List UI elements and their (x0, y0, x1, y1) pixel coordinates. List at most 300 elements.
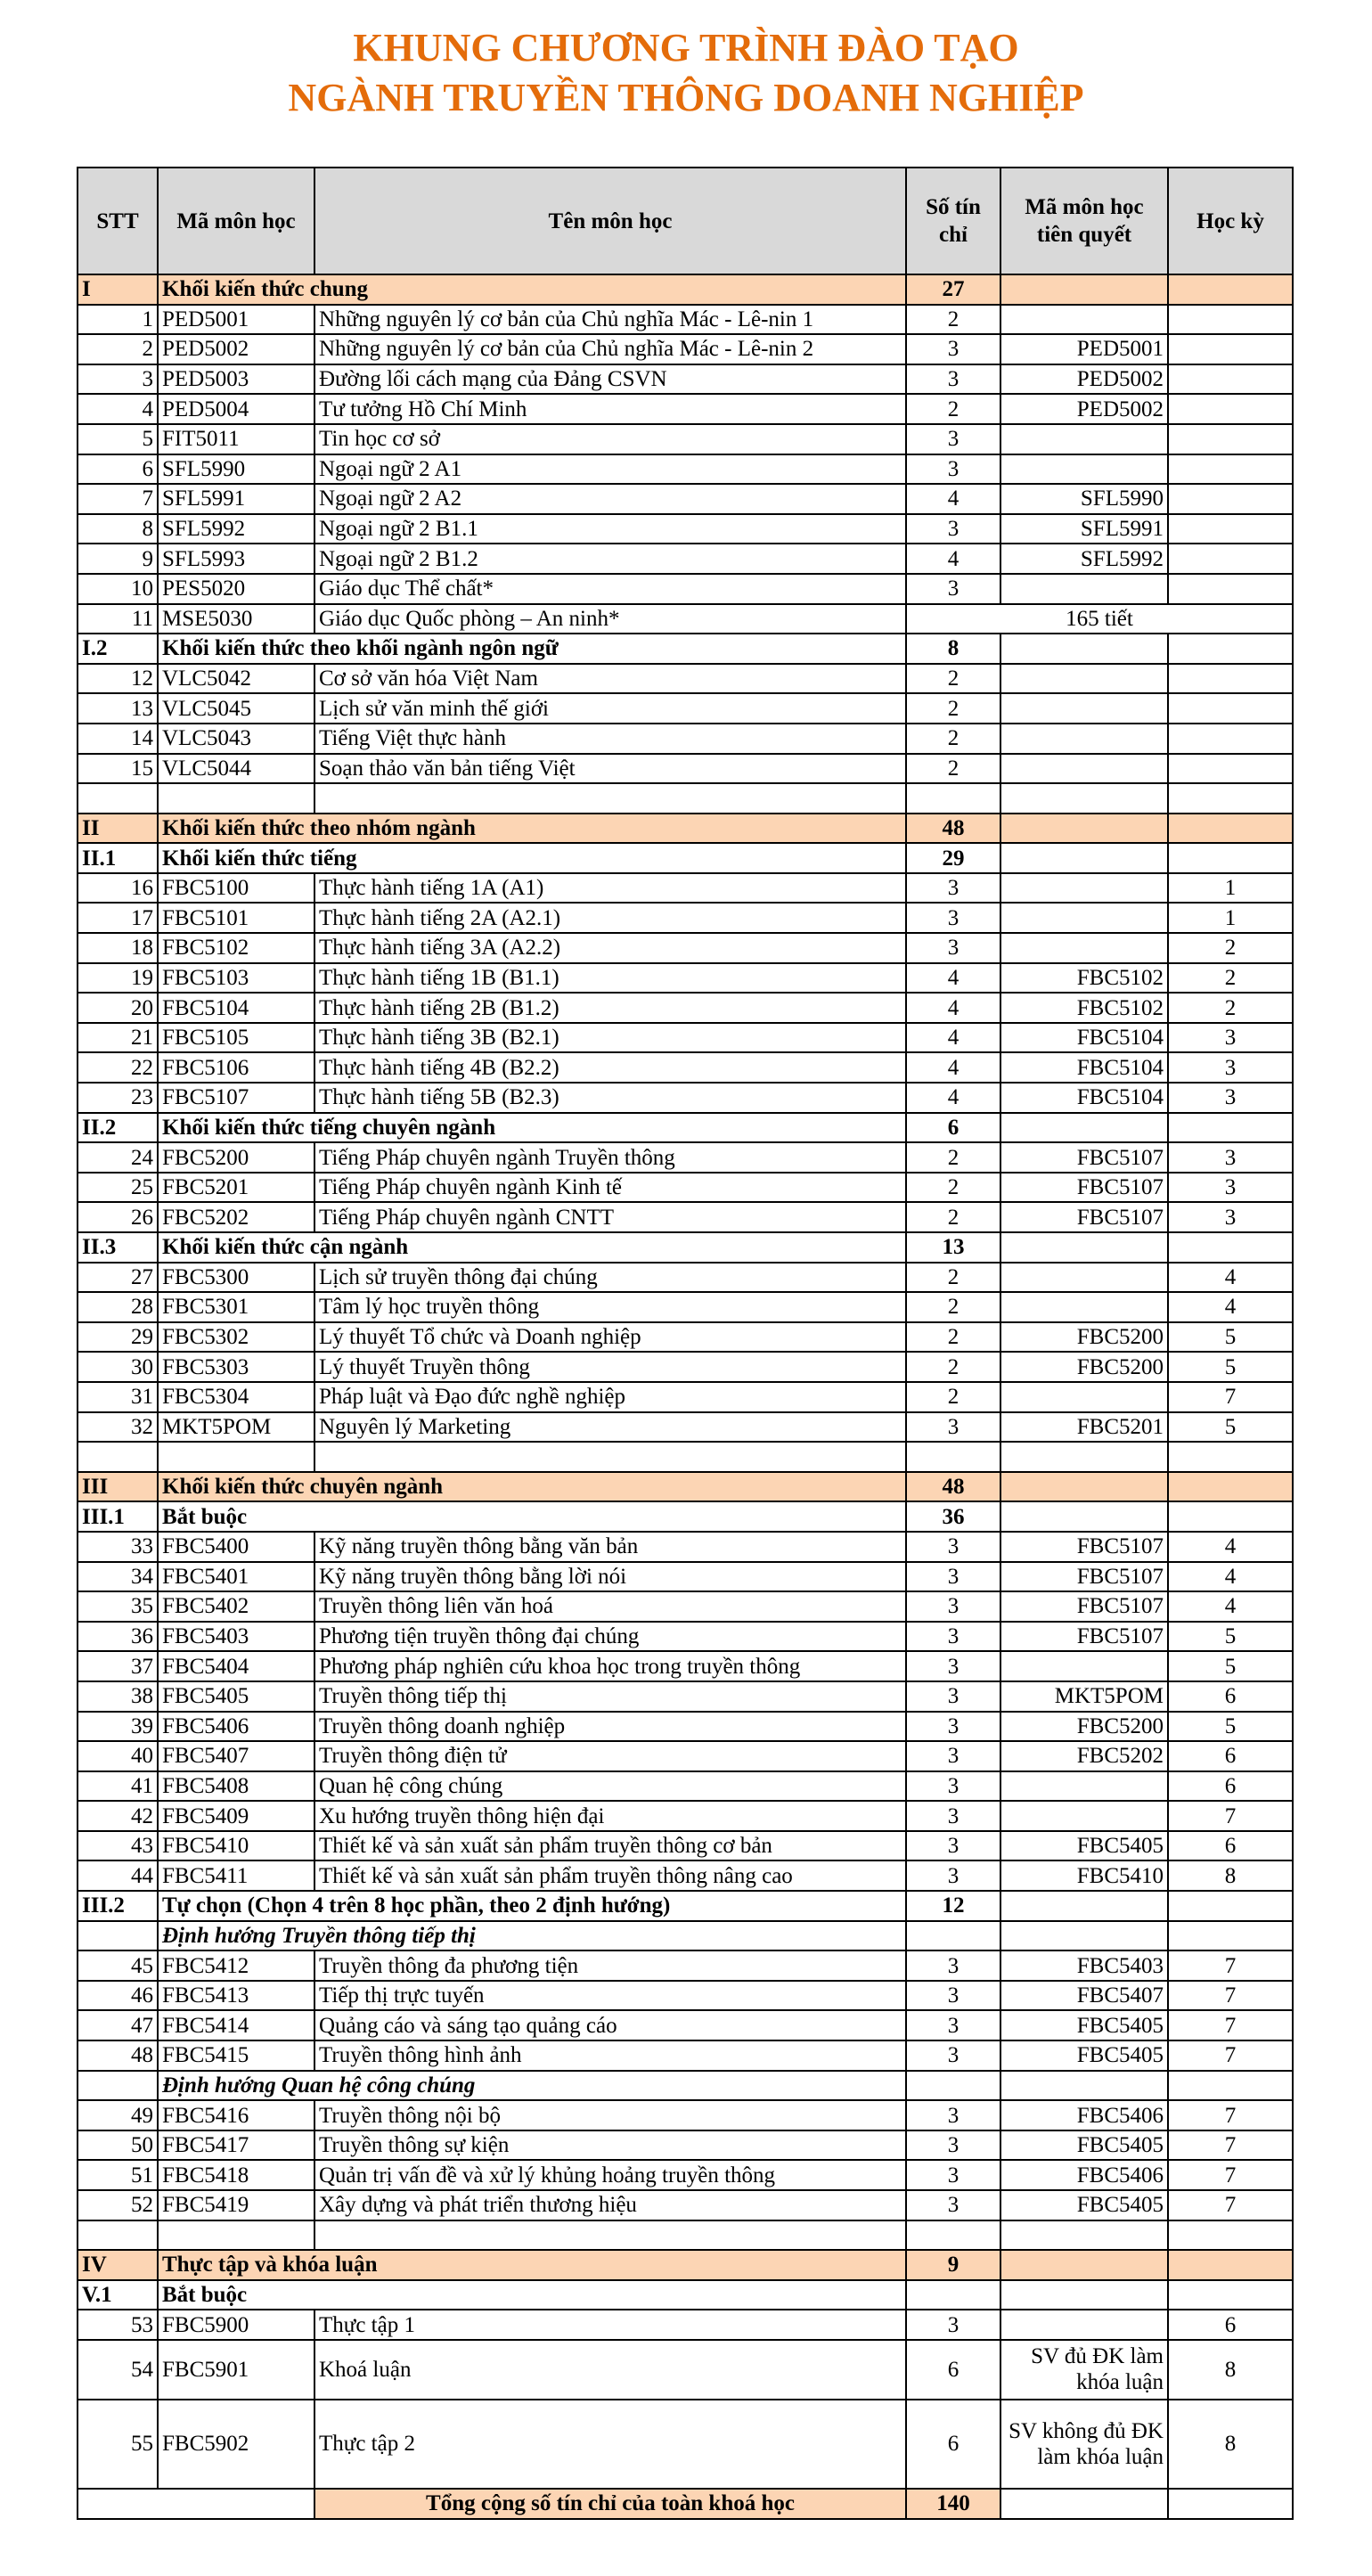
row-course-code: FBC5303 (158, 1352, 314, 1382)
row-stt: 8 (78, 514, 158, 544)
row-stt: 47 (78, 2010, 158, 2040)
row-credits: 2 (906, 1382, 1000, 1412)
table-row (78, 1322, 1293, 1353)
row-semester: 3 (1168, 1173, 1293, 1203)
row-course-name: Truyền thông liên văn hoá (314, 1591, 906, 1622)
row-course-code: MKT5POM (158, 1412, 314, 1443)
table-row (78, 2160, 1293, 2190)
row-credits: 3 (906, 1532, 1000, 1562)
row-semester: 8 (1168, 2340, 1293, 2400)
row-course-name: Quảng cáo và sáng tạo quảng cáo (314, 2010, 906, 2040)
section-credits: 9 (906, 2250, 1000, 2280)
section-title: Thực tập và khóa luận (158, 2250, 906, 2280)
section-semester-empty (1168, 634, 1293, 664)
row-course-code: FBC5902 (158, 2400, 314, 2489)
row-course-code: SFL5992 (158, 514, 314, 544)
row-course-name: Ngoại ngữ 2 A2 (314, 484, 906, 514)
row-credits: 4 (906, 1052, 1000, 1083)
row-course-code: FBC5416 (158, 2100, 314, 2130)
row-prerequisite: FBC5405 (1000, 2010, 1168, 2040)
row-credits: 2 (906, 724, 1000, 754)
table-row (78, 754, 1293, 784)
row-credits: 3 (906, 334, 1000, 364)
blank-cell (1168, 1442, 1293, 1472)
row-course-code: FBC5901 (158, 2340, 314, 2400)
row-credits: 3 (906, 424, 1000, 454)
row-course-code: FBC5412 (158, 1950, 314, 1981)
curriculum-table (77, 167, 1294, 2520)
subsection-credits-empty (906, 2071, 1000, 2101)
row-stt: 5 (78, 424, 158, 454)
row-semester (1168, 334, 1293, 364)
row-course-name: Cơ sở văn hóa Việt Nam (314, 664, 906, 694)
section-prereq-empty (1000, 1501, 1168, 1532)
row-semester: 6 (1168, 1681, 1293, 1712)
row-course-name: Lý thuyết Tổ chức và Doanh nghiệp (314, 1322, 906, 1353)
row-stt: 6 (78, 454, 158, 485)
row-prerequisite: FBC5405 (1000, 2190, 1168, 2220)
row-credits: 2 (906, 1352, 1000, 1382)
row-course-name: Quan hệ công chúng (314, 1771, 906, 1802)
row-stt: 2 (78, 334, 158, 364)
row-credits: 2 (906, 1292, 1000, 1322)
row-credits: 3 (906, 2310, 1000, 2340)
table-row (78, 1831, 1293, 1861)
blank-cell (78, 2220, 158, 2251)
row-credits: 3 (906, 1860, 1000, 1891)
row-course-name: Thực hành tiếng 3A (A2.2) (314, 933, 906, 963)
table-row (78, 1173, 1293, 1203)
row-course-name: Tư tưởng Hồ Chí Minh (314, 394, 906, 424)
row-credits: 2 (906, 693, 1000, 724)
row-stt: 28 (78, 1292, 158, 1322)
row-prerequisite: FBC5102 (1000, 993, 1168, 1023)
blank-cell (314, 1442, 906, 1472)
section-semester-empty (1168, 1113, 1293, 1143)
row-semester: 7 (1168, 2010, 1293, 2040)
row-prerequisite (1000, 1801, 1168, 1831)
row-credits: 3 (906, 2160, 1000, 2190)
section-title: Bắt buộc (158, 1501, 906, 1532)
row-credits: 4 (906, 1023, 1000, 1053)
row-stt: 50 (78, 2130, 158, 2161)
row-course-code: FBC5406 (158, 1712, 314, 1742)
row-stt: 26 (78, 1202, 158, 1232)
row-semester: 6 (1168, 1831, 1293, 1861)
section-title: Khối kiến thức tiếng (158, 843, 906, 873)
row-semester: 5 (1168, 1322, 1293, 1353)
table-row (78, 484, 1293, 514)
row-stt: 41 (78, 1771, 158, 1802)
table-row (78, 1681, 1293, 1712)
section-number: II.3 (78, 1232, 158, 1263)
row-stt: 24 (78, 1142, 158, 1173)
row-semester: 7 (1168, 1382, 1293, 1412)
row-semester: 5 (1168, 1651, 1293, 1681)
blank-cell (1000, 783, 1168, 814)
total-empty-3 (1168, 2489, 1293, 2519)
section-title: Khối kiến thức theo khối ngành ngôn ngữ (158, 634, 906, 664)
row-stt: 4 (78, 394, 158, 424)
section-credits: 12 (906, 1891, 1000, 1921)
row-prerequisite (1000, 1771, 1168, 1802)
table-row (78, 2190, 1293, 2220)
blank-cell (1000, 1442, 1168, 1472)
section-row (78, 2250, 1293, 2280)
row-course-code: FBC5414 (158, 2010, 314, 2040)
section-number: V.1 (78, 2280, 158, 2310)
row-course-code: FBC5107 (158, 1083, 314, 1113)
header-course-code: Mã môn học (158, 168, 314, 274)
row-prerequisite (1000, 574, 1168, 604)
row-credits: 3 (906, 1681, 1000, 1712)
row-credits: 3 (906, 364, 1000, 395)
section-prereq-empty (1000, 1113, 1168, 1143)
row-stt: 3 (78, 364, 158, 395)
row-credits: 3 (906, 1771, 1000, 1802)
section-title: Bắt buộc (158, 2280, 906, 2310)
row-stt: 30 (78, 1352, 158, 1382)
section-prereq-empty (1000, 1472, 1168, 1502)
total-credits: 140 (906, 2489, 1000, 2519)
table-row (78, 2130, 1293, 2161)
header-credits: Số tín chỉ (906, 168, 1000, 274)
table-row (78, 364, 1293, 395)
section-semester-empty (1168, 1472, 1293, 1502)
row-course-name: Những nguyên lý cơ bản của Chủ nghĩa Mác - Lê-nin 1 (314, 305, 906, 335)
row-credits: 4 (906, 484, 1000, 514)
table-row (78, 2010, 1293, 2040)
row-course-name: Truyền thông đa phương tiện (314, 1950, 906, 1981)
row-prerequisite: PED5002 (1000, 364, 1168, 395)
row-stt: 21 (78, 1023, 158, 1053)
row-credits: 2 (906, 305, 1000, 335)
row-semester (1168, 664, 1293, 694)
row-credits: 4 (906, 544, 1000, 574)
section-title: Khối kiến thức chuyên ngành (158, 1472, 906, 1502)
row-stt: 31 (78, 1382, 158, 1412)
row-course-name: Ngoại ngữ 2 A1 (314, 454, 906, 485)
row-course-name: Phương tiện truyền thông đại chúng (314, 1622, 906, 1652)
section-row (78, 1113, 1293, 1143)
row-prerequisite: FBC5107 (1000, 1562, 1168, 1592)
table-header-row (78, 168, 1293, 274)
row-credits: 6 (906, 2400, 1000, 2489)
row-stt: 18 (78, 933, 158, 963)
section-credits: 48 (906, 1472, 1000, 1502)
row-course-name: Thực hành tiếng 4B (B2.2) (314, 1052, 906, 1083)
table-row (78, 664, 1293, 694)
blank-row (78, 1442, 1293, 1472)
section-row (78, 634, 1293, 664)
row-course-code: SFL5990 (158, 454, 314, 485)
row-course-name: Đường lối cách mạng của Đảng CSVN (314, 364, 906, 395)
row-semester: 4 (1168, 1292, 1293, 1322)
section-semester-empty (1168, 1232, 1293, 1263)
table-row (78, 963, 1293, 994)
row-stt: 40 (78, 1741, 158, 1771)
title-line-1: KHUNG CHƯƠNG TRÌNH ĐÀO TẠO (353, 26, 1019, 70)
row-course-code: PED5002 (158, 334, 314, 364)
row-course-code: FBC5418 (158, 2160, 314, 2190)
row-semester: 3 (1168, 1023, 1293, 1053)
row-semester: 7 (1168, 2160, 1293, 2190)
row-semester (1168, 305, 1293, 335)
row-course-name: Tiếp thị trực tuyến (314, 1981, 906, 2011)
row-credits: 2 (906, 664, 1000, 694)
row-course-code: FBC5404 (158, 1651, 314, 1681)
blank-cell (314, 2220, 906, 2251)
section-semester-empty (1168, 274, 1293, 305)
row-credits: 3 (906, 1622, 1000, 1652)
row-course-code: FBC5100 (158, 873, 314, 904)
row-prerequisite (1000, 2310, 1168, 2340)
row-note: 165 tiết (906, 604, 1293, 634)
row-course-name: Ngoại ngữ 2 B1.1 (314, 514, 906, 544)
row-semester (1168, 544, 1293, 574)
row-semester: 2 (1168, 993, 1293, 1023)
row-course-name: Những nguyên lý cơ bản của Chủ nghĩa Mác - Lê-nin 2 (314, 334, 906, 364)
row-credits: 3 (906, 1950, 1000, 1981)
blank-cell (158, 2220, 314, 2251)
blank-cell (314, 783, 906, 814)
blank-cell (906, 783, 1000, 814)
row-credits: 2 (906, 1173, 1000, 1203)
row-course-code: FBC5409 (158, 1801, 314, 1831)
row-prerequisite: FBC5405 (1000, 1831, 1168, 1861)
row-credits: 3 (906, 2190, 1000, 2220)
table-row (78, 1292, 1293, 1322)
row-course-name: Lịch sử truyền thông đại chúng (314, 1263, 906, 1293)
row-course-code: FBC5302 (158, 1322, 314, 1353)
section-row (78, 1501, 1293, 1532)
row-stt: 44 (78, 1860, 158, 1891)
table-row (78, 544, 1293, 574)
row-course-name: Thiết kế và sản xuất sản phẩm truyền thông cơ bản (314, 1831, 906, 1861)
row-prerequisite: SFL5992 (1000, 544, 1168, 574)
row-stt: 1 (78, 305, 158, 335)
row-prerequisite: FBC5200 (1000, 1352, 1168, 1382)
table-row (78, 933, 1293, 963)
row-course-code: FBC5104 (158, 993, 314, 1023)
section-number: I.2 (78, 634, 158, 664)
row-semester (1168, 754, 1293, 784)
row-prerequisite: FBC5107 (1000, 1532, 1168, 1562)
row-prerequisite: FBC5406 (1000, 2100, 1168, 2130)
row-course-code: FBC5415 (158, 2040, 314, 2071)
section-row (78, 1891, 1293, 1921)
row-stt: 17 (78, 903, 158, 933)
table-row (78, 1023, 1293, 1053)
row-prerequisite (1000, 1292, 1168, 1322)
subsection-semester-empty (1168, 1921, 1293, 1951)
table-row (78, 993, 1293, 1023)
row-prerequisite: FBC5104 (1000, 1052, 1168, 1083)
row-course-name: Thực hành tiếng 5B (B2.3) (314, 1083, 906, 1113)
row-semester: 2 (1168, 933, 1293, 963)
row-semester: 8 (1168, 1860, 1293, 1891)
row-course-name: Tiếng Pháp chuyên ngành CNTT (314, 1202, 906, 1232)
row-prerequisite: SV đủ ĐK làm khóa luận (1000, 2340, 1168, 2400)
row-course-name: Thực hành tiếng 3B (B2.1) (314, 1023, 906, 1053)
row-credits: 3 (906, 1651, 1000, 1681)
section-prereq-empty (1000, 1232, 1168, 1263)
row-credits: 3 (906, 574, 1000, 604)
row-course-code: FBC5410 (158, 1831, 314, 1861)
row-prerequisite (1000, 305, 1168, 335)
row-course-code: VLC5045 (158, 693, 314, 724)
table-row (78, 1202, 1293, 1232)
row-course-name: Quản trị vấn đề và xử lý khủng hoảng truyền thông (314, 2160, 906, 2190)
row-semester: 4 (1168, 1532, 1293, 1562)
row-credits: 3 (906, 1412, 1000, 1443)
row-semester: 7 (1168, 2040, 1293, 2071)
blank-cell (906, 2220, 1000, 2251)
row-stt: 25 (78, 1173, 158, 1203)
row-semester: 6 (1168, 1771, 1293, 1802)
section-row (78, 1232, 1293, 1263)
section-row (78, 274, 1293, 305)
row-course-name: Tiếng Pháp chuyên ngành Kinh tế (314, 1173, 906, 1203)
section-number: IV (78, 2250, 158, 2280)
section-semester-empty (1168, 2280, 1293, 2310)
row-course-name: Nguyên lý Marketing (314, 1412, 906, 1443)
row-prerequisite: FBC5107 (1000, 1202, 1168, 1232)
table-row (78, 1712, 1293, 1742)
row-credits: 2 (906, 754, 1000, 784)
section-row (78, 2280, 1293, 2310)
row-credits: 4 (906, 963, 1000, 994)
row-prerequisite: FBC5200 (1000, 1322, 1168, 1353)
row-credits: 3 (906, 2010, 1000, 2040)
row-course-name: Thực hành tiếng 1A (A1) (314, 873, 906, 904)
row-semester: 5 (1168, 1622, 1293, 1652)
row-prerequisite: FBC5405 (1000, 2040, 1168, 2071)
row-credits: 3 (906, 2100, 1000, 2130)
section-row (78, 1472, 1293, 1502)
row-course-code: FBC5413 (158, 1981, 314, 2011)
section-credits: 8 (906, 634, 1000, 664)
row-prerequisite (1000, 1651, 1168, 1681)
row-credits: 3 (906, 1801, 1000, 1831)
row-course-name: Xây dựng và phát triển thương hiệu (314, 2190, 906, 2220)
section-prereq-empty (1000, 1891, 1168, 1921)
section-number: III (78, 1472, 158, 1502)
table-row (78, 394, 1293, 424)
row-prerequisite: FBC5407 (1000, 1981, 1168, 2011)
blank-cell (1168, 783, 1293, 814)
row-stt: 7 (78, 484, 158, 514)
row-course-name: Truyền thông doanh nghiệp (314, 1712, 906, 1742)
row-course-code: PED5001 (158, 305, 314, 335)
row-course-code: SFL5993 (158, 544, 314, 574)
row-course-name: Thực hành tiếng 2B (B1.2) (314, 993, 906, 1023)
section-number: III.2 (78, 1891, 158, 1921)
row-course-name: Tin học cơ sở (314, 424, 906, 454)
table-row (78, 1562, 1293, 1592)
row-course-name: Truyền thông nội bộ (314, 2100, 906, 2130)
table-row (78, 454, 1293, 485)
row-stt: 11 (78, 604, 158, 634)
section-semester-empty (1168, 2250, 1293, 2280)
section-title: Khối kiến thức chung (158, 274, 906, 305)
row-stt: 35 (78, 1591, 158, 1622)
row-stt: 20 (78, 993, 158, 1023)
row-course-code: FBC5408 (158, 1771, 314, 1802)
section-semester-empty (1168, 1501, 1293, 1532)
row-course-name: Phương pháp nghiên cứu khoa học trong truyền thông (314, 1651, 906, 1681)
row-course-name: Xu hướng truyền thông hiện đại (314, 1801, 906, 1831)
row-prerequisite: FBC5202 (1000, 1741, 1168, 1771)
row-stt: 38 (78, 1681, 158, 1712)
row-course-name: Truyền thông hình ảnh (314, 2040, 906, 2071)
row-prerequisite: FBC5107 (1000, 1591, 1168, 1622)
section-row (78, 843, 1293, 873)
row-stt: 42 (78, 1801, 158, 1831)
table-row (78, 2040, 1293, 2071)
section-prereq-empty (1000, 814, 1168, 844)
blank-cell (1000, 2220, 1168, 2251)
row-prerequisite (1000, 1263, 1168, 1293)
row-credits: 3 (906, 2130, 1000, 2161)
row-course-name: Tâm lý học truyền thông (314, 1292, 906, 1322)
row-course-code: MSE5030 (158, 604, 314, 634)
row-credits: 4 (906, 1083, 1000, 1113)
row-course-code: PED5003 (158, 364, 314, 395)
row-prerequisite: FBC5406 (1000, 2160, 1168, 2190)
row-semester: 6 (1168, 2310, 1293, 2340)
blank-cell (1168, 2220, 1293, 2251)
section-number: II.1 (78, 843, 158, 873)
row-stt: 51 (78, 2160, 158, 2190)
row-semester: 6 (1168, 1741, 1293, 1771)
row-credits: 3 (906, 1712, 1000, 1742)
table-row (78, 724, 1293, 754)
section-semester-empty (1168, 843, 1293, 873)
row-course-name: Thực tập 2 (314, 2400, 906, 2489)
row-course-code: FBC5900 (158, 2310, 314, 2340)
row-course-code: FBC5417 (158, 2130, 314, 2161)
row-stt: 32 (78, 1412, 158, 1443)
row-stt: 14 (78, 724, 158, 754)
table-row (78, 1651, 1293, 1681)
row-prerequisite (1000, 754, 1168, 784)
table-row (78, 693, 1293, 724)
table-row (78, 1771, 1293, 1802)
subsection-stt-empty (78, 1921, 158, 1951)
section-number: II (78, 814, 158, 844)
row-semester (1168, 693, 1293, 724)
row-course-name: Giáo dục Thể chất* (314, 574, 906, 604)
row-credits: 2 (906, 394, 1000, 424)
row-semester: 3 (1168, 1202, 1293, 1232)
blank-cell (78, 783, 158, 814)
row-credits: 2 (906, 1142, 1000, 1173)
row-semester (1168, 394, 1293, 424)
row-stt: 43 (78, 1831, 158, 1861)
row-prerequisite: FBC5410 (1000, 1860, 1168, 1891)
row-semester (1168, 724, 1293, 754)
section-title: Khối kiến thức cận ngành (158, 1232, 906, 1263)
subsection-stt-empty (78, 2071, 158, 2101)
blank-row (78, 2220, 1293, 2251)
row-prerequisite: FBC5403 (1000, 1950, 1168, 1981)
header-prerequisite: Mã môn học tiên quyết (1000, 168, 1168, 274)
row-stt: 19 (78, 963, 158, 994)
row-prerequisite (1000, 903, 1168, 933)
row-stt: 49 (78, 2100, 158, 2130)
row-semester: 1 (1168, 903, 1293, 933)
